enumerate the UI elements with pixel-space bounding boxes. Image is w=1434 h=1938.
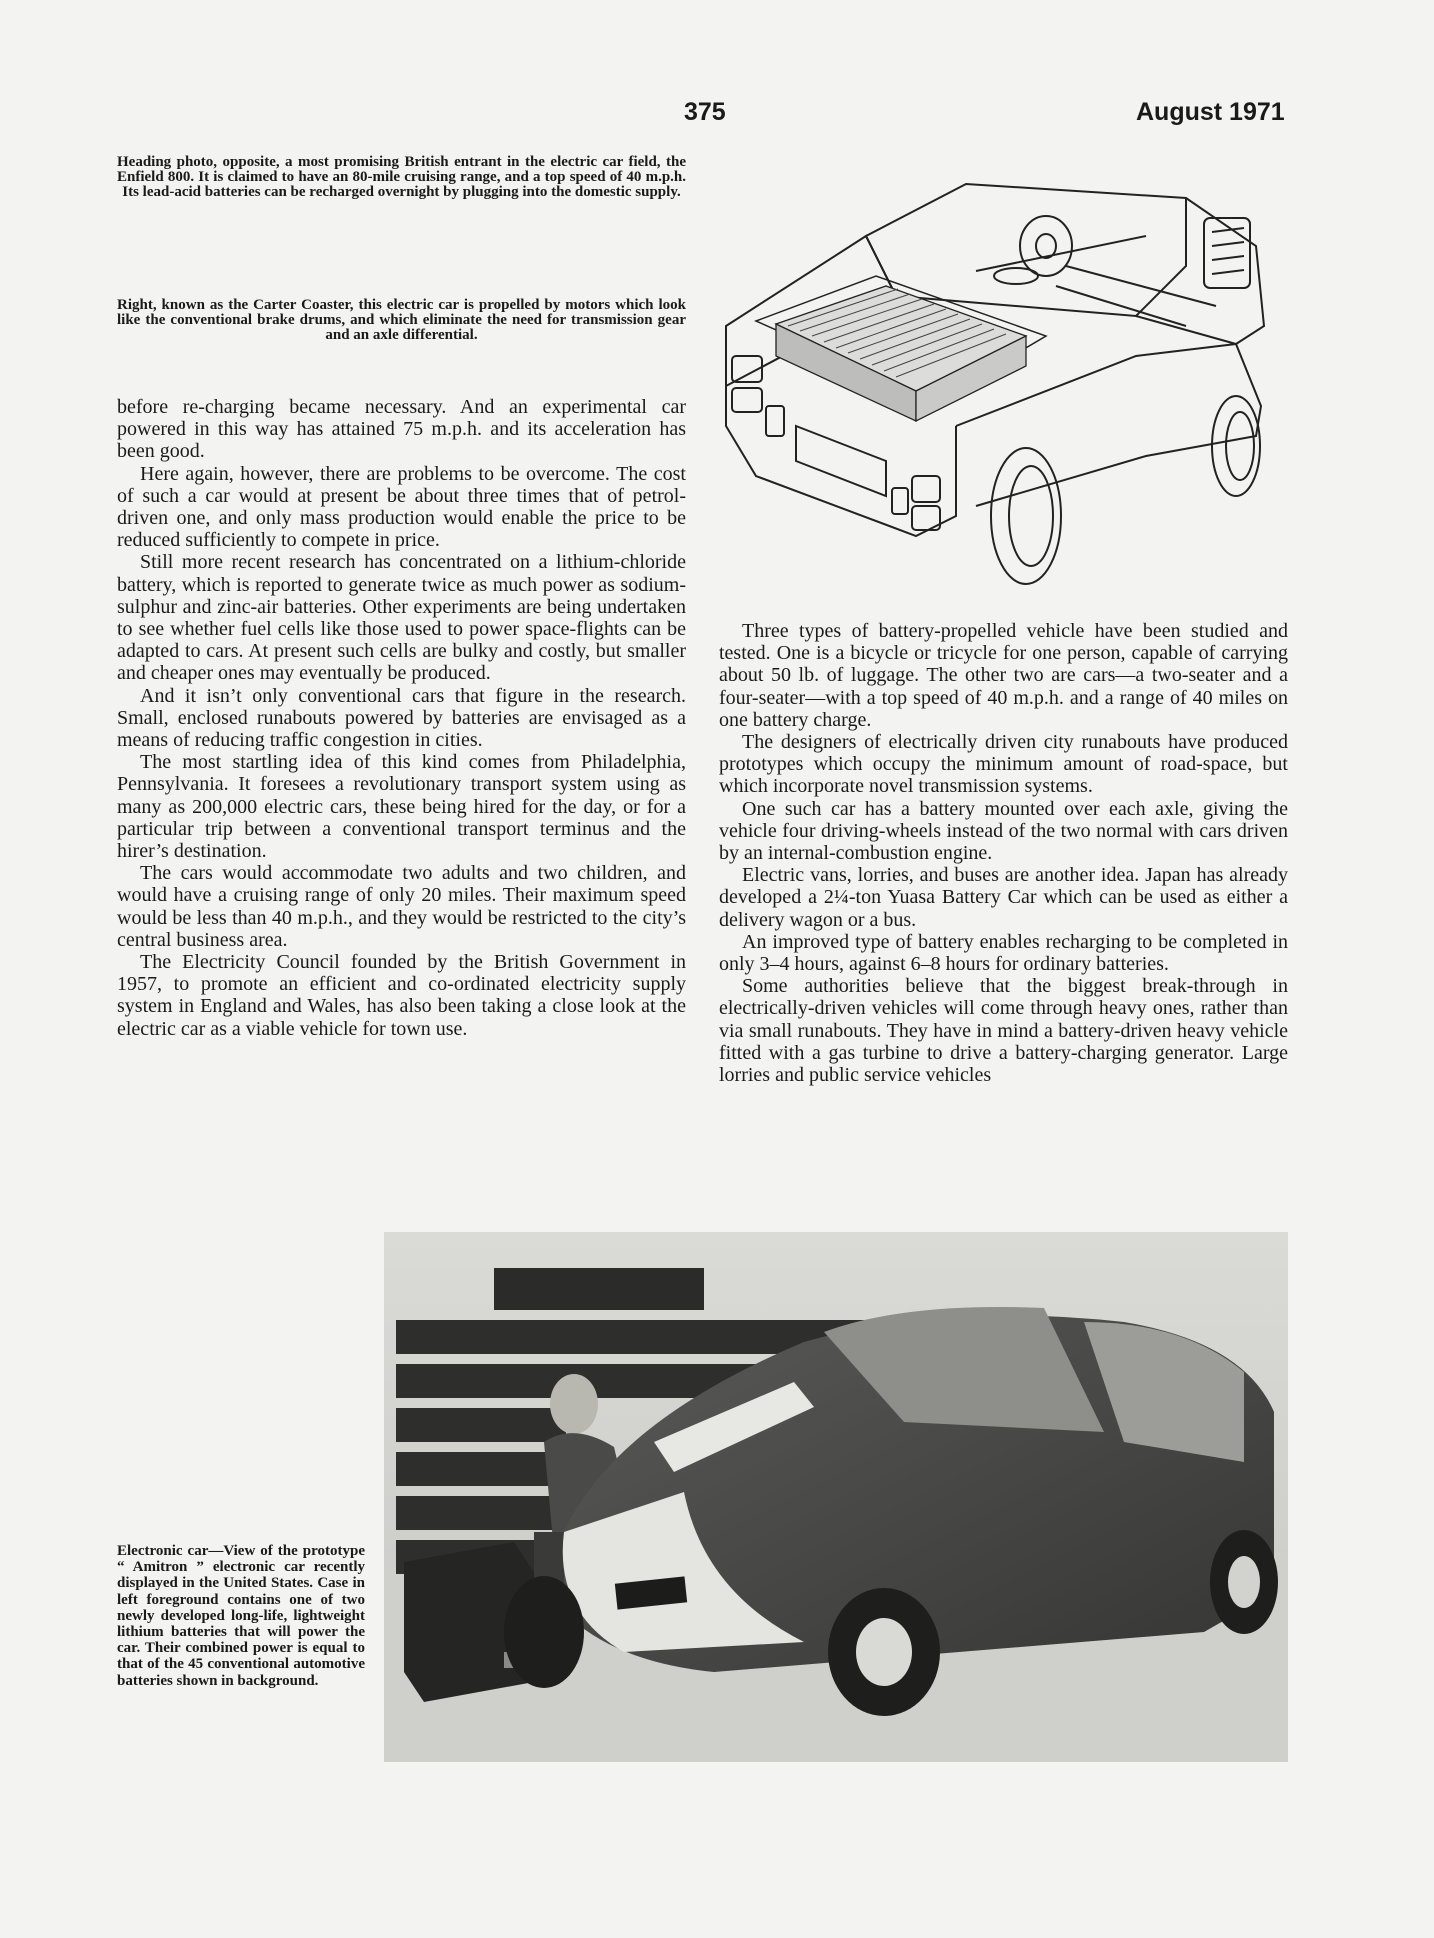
paragraph: One such car has a battery mounted over each axle, giving the vehicle four driving-wheels instead of the two normal with cars driven by an internal-combustion engine. xyxy=(719,797,1288,865)
paragraph: Electric vans, lorries, and buses are another idea. Japan has already developed a 2¼-ton Yuasa Battery Car which can be used as either a delivery wagon or a bus. xyxy=(719,864,1288,931)
amitron-photo-image xyxy=(384,1232,1288,1762)
page-number: 375 xyxy=(684,98,726,126)
paragraph: The cars would accommodate two adults and two children, and would have a cruising range of only 20 miles. Their maximum speed would be less than 40 m.p.h., and they would be restricted to the city’s central business area. xyxy=(117,862,686,951)
caption-heading-photo: Heading photo, opposite, a most promising British entrant in the electric car field, the Enfield 800. It is claimed to have an 80-mile cruising range, and a top speed of 40 m.p.h. Its lead-acid batteries can be recharged overnight by plugging into the domestic supply. xyxy=(117,154,686,200)
caption-amitron: Electronic car—View of the prototype “ Amitron ” electronic car recently displayed in the United States. Case in left foreground contains one of two newly developed long-life, lightweight lithium batteries that will power the car. Their combined power is equal to that of the 45 conventional automotive batteries shown in background. xyxy=(117,1543,365,1689)
paragraph: Still more recent research has concentrated on a lithium-chloride battery, which is reported to generate twice as much power as sodium-sulphur and zinc-air batteries. Other experiments are being undertaken to see whether fuel cells like those used to power space-flights can be adapted to cars. At present such cells are bulky and costly, but smaller and cheaper ones may eventually be produced. xyxy=(117,551,686,685)
paragraph: The most startling idea of this kind comes from Philadelphia, Pennsylvania. It foresees a revolutionary transport system using as many as 200,000 electric cars, these being hired for the day, or for a particular trip between a conventional transport terminus and the hirer’s destination. xyxy=(117,751,686,863)
paragraph: And it isn’t only conventional cars that figure in the research. Small, enclosed runabouts powered by batteries are envisaged as a means of reducing traffic congestion in cities. xyxy=(117,684,686,752)
article-column-right xyxy=(719,620,1288,1086)
paragraph: The designers of electrically driven city runabouts have produced prototypes which occupy the minimum amount of road-space, but which incorporate novel transmission systems. xyxy=(719,731,1288,798)
paragraph: An improved type of battery enables recharging to be completed in only 3–4 hours, against 6–8 hours for ordinary batteries. xyxy=(719,930,1288,976)
paragraph: Three types of battery-propelled vehicle have been studied and tested. One is a bicycle or tricycle for one person, capable of carrying about 50 lb. of luggage. The other two are cars—a two-seater and a four-seater—with a top speed of 40 m.p.h. and a range of 40 miles on one battery charge. xyxy=(719,620,1288,731)
carter-coaster-illustration xyxy=(716,176,1292,600)
paragraph: Here again, however, there are problems to be overcome. The cost of such a car would at present be about three times that of petrol-driven one, and only mass production would enable the price to be reduced sufficiently to compete in price. xyxy=(117,462,686,552)
caption-carter-coaster: Right, known as the Carter Coaster, this electric car is propelled by motors which look like the conventional brake drums, and which eliminate the need for transmission gear and an axle differential. xyxy=(117,297,686,343)
paragraph: Some authorities believe that the biggest break-through in electrically-driven vehicles will come through heavy ones, rather than via small runabouts. They have in mind a battery-driven heavy vehicle fitted with a gas turbine to drive a battery-charging generator. Large lorries and public service vehicles xyxy=(719,975,1288,1087)
amitron-photograph xyxy=(384,1232,1288,1762)
article-column-left xyxy=(117,396,686,1040)
paragraph: before re-charging became necessary. And an experimental car powered in this way has attained 75 m.p.h. and its acceleration has been good. xyxy=(117,396,686,463)
issue-date: August 1971 xyxy=(1136,98,1285,126)
paragraph: The Electricity Council founded by the British Government in 1957, to promote an efficient and co-ordinated electricity supply system in England and Wales, has also been taking a close look at the electric car as a viable vehicle for town use. xyxy=(117,951,686,1040)
